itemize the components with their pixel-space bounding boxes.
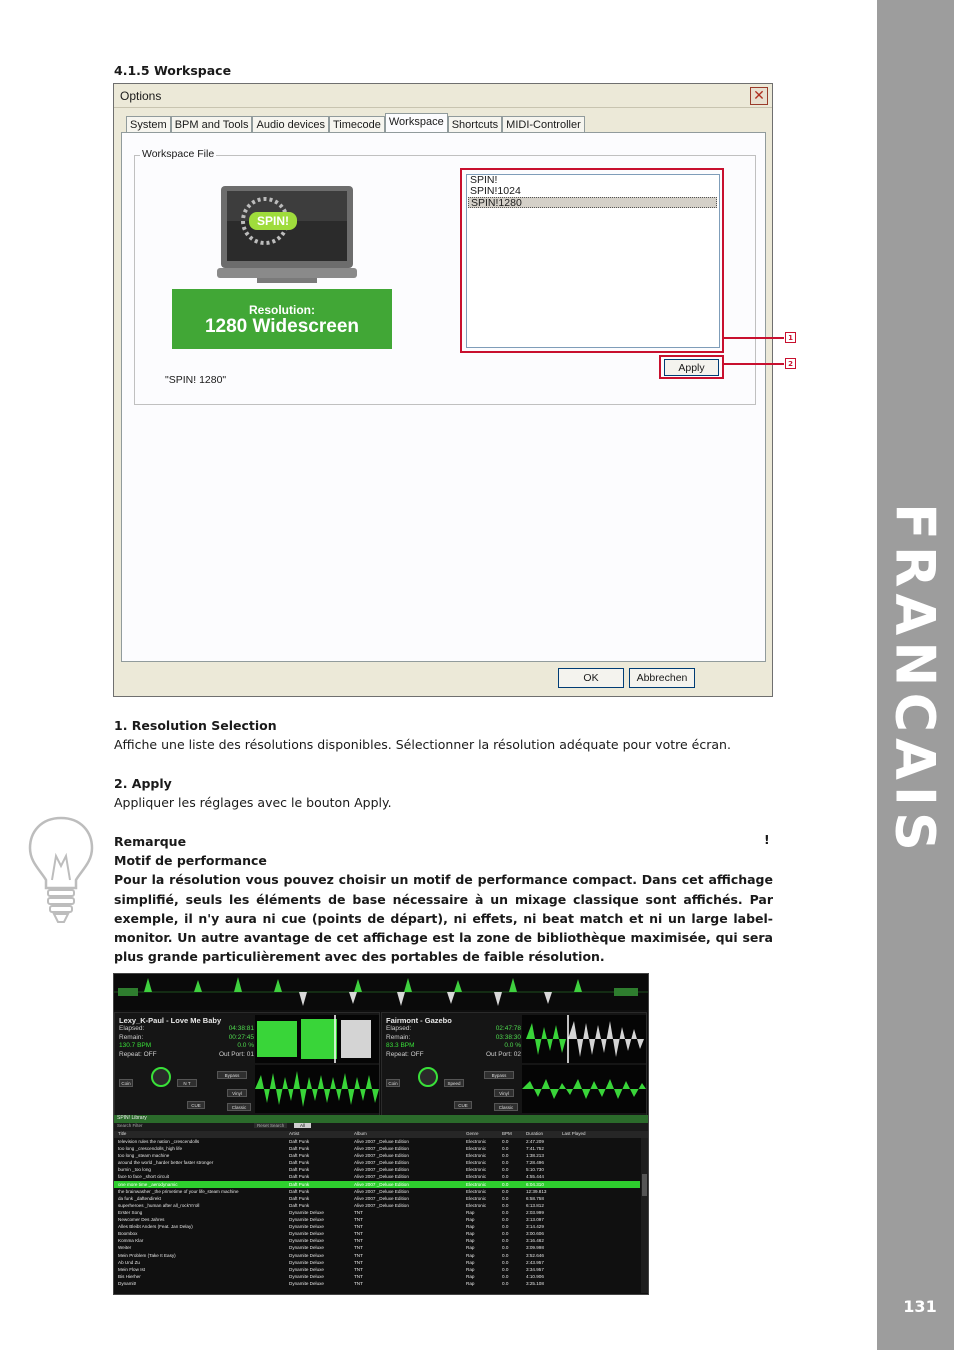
vinyl-button[interactable]: Vinyl bbox=[227, 1089, 247, 1097]
deck-1-info bbox=[119, 1025, 254, 1059]
deck-2-waveform bbox=[522, 1015, 646, 1063]
deck-2-controls bbox=[384, 1065, 520, 1115]
cue-button[interactable]: CUE bbox=[187, 1101, 205, 1109]
cell-bpm: 0.0 bbox=[502, 1202, 509, 1208]
cell-genre: Electronic bbox=[466, 1160, 487, 1166]
cell-bpm: 0.0 bbox=[502, 1160, 509, 1166]
cell-title: one more time _aerodynamic bbox=[118, 1181, 178, 1187]
bpm-value: 83.3 bbox=[386, 1042, 399, 1049]
deck-1-controls bbox=[117, 1065, 253, 1115]
cell-duration: 2:43.957 bbox=[526, 1259, 544, 1265]
cell-duration: 4:55.444 bbox=[526, 1174, 544, 1180]
cell-title: Boombox bbox=[118, 1231, 138, 1237]
cell-title: Erster Song bbox=[118, 1209, 143, 1215]
cell-genre: Rap bbox=[466, 1209, 475, 1215]
cell-album: TNT bbox=[354, 1273, 363, 1279]
elapsed-value: 02:47:78 bbox=[495, 1025, 521, 1032]
resolution-list-callout bbox=[460, 168, 724, 353]
dj-software-screenshot bbox=[113, 973, 649, 1295]
cell-duration: 3:16.462 bbox=[526, 1238, 544, 1244]
col-artist[interactable]: Artist bbox=[289, 1131, 300, 1136]
cell-album: Alive 2007 _Deluxe Edition bbox=[354, 1139, 409, 1144]
cell-title: superheroes _human after all_rock'n'roll bbox=[118, 1202, 200, 1208]
cell-album: Alive 2007 _Deluxe Edition bbox=[354, 1195, 409, 1201]
tab-bpm-and-tools[interactable]: BPM and Tools bbox=[171, 116, 253, 133]
cell-album: Alive 2007 _Deluxe Edition bbox=[354, 1202, 409, 1208]
cell-bpm: 0.0 bbox=[502, 1195, 509, 1201]
cell-album: TNT bbox=[354, 1217, 363, 1223]
tab-midi-controller[interactable]: MIDI-Controller bbox=[502, 116, 585, 133]
cell-genre: Electronic bbox=[466, 1174, 487, 1180]
cell-bpm: 0.0 bbox=[502, 1280, 509, 1286]
table-row[interactable] bbox=[114, 1188, 640, 1195]
cell-duration: 6:13.812 bbox=[526, 1202, 544, 1208]
monitor-icon bbox=[217, 184, 357, 284]
cell-album: Alive 2007 _Deluxe Edition bbox=[354, 1153, 409, 1159]
cell-bpm: 0.0 bbox=[502, 1273, 509, 1279]
cell-bpm: 0.0 bbox=[502, 1245, 509, 1251]
cell-artist: Daft Punk bbox=[289, 1181, 310, 1187]
resolution-item[interactable]: SPIN! bbox=[470, 174, 498, 186]
table-row[interactable] bbox=[114, 1266, 640, 1273]
cell-duration: 6:58.758 bbox=[526, 1195, 544, 1201]
cell-genre: Rap bbox=[466, 1273, 475, 1279]
cell-title: the brainwasher _the primetime of your life_steam machine bbox=[118, 1188, 239, 1194]
cell-title: Bis Hierher bbox=[118, 1273, 141, 1279]
resolution-banner-label: Resolution: bbox=[249, 303, 315, 317]
cell-duration: 1:38.213 bbox=[526, 1153, 544, 1159]
deck-2-zoom-waveform bbox=[522, 1065, 646, 1113]
page-number: 131 bbox=[903, 1297, 937, 1316]
elapsed-label: Elapsed: bbox=[119, 1025, 145, 1032]
library-scroll-thumb[interactable] bbox=[642, 1174, 647, 1196]
cell-duration: 6:04.310 bbox=[526, 1181, 544, 1187]
deck-1-zoom-waveform bbox=[255, 1065, 379, 1113]
language-title: FRANCAIS bbox=[883, 503, 947, 857]
cell-album: Alive 2007 _Deluxe Edition bbox=[354, 1188, 409, 1194]
repeat-status: Repeat: OFF bbox=[119, 1050, 157, 1058]
cell-artist: Dynamite Deluxe bbox=[289, 1259, 324, 1265]
cell-artist: Daft Punk bbox=[289, 1202, 310, 1208]
deck-2-info bbox=[386, 1025, 521, 1059]
bypass-button[interactable]: Bypass bbox=[217, 1071, 247, 1079]
cell-artist: Daft Punk bbox=[289, 1174, 310, 1180]
cell-genre: Rap bbox=[466, 1238, 475, 1244]
resolution-list[interactable] bbox=[466, 174, 720, 348]
repeat-status: Repeat: OFF bbox=[386, 1050, 424, 1058]
cell-bpm: 0.0 bbox=[502, 1224, 509, 1230]
dialog-titlebar bbox=[114, 84, 772, 108]
remain-label: Remain: bbox=[119, 1033, 144, 1041]
cell-album: TNT bbox=[354, 1259, 363, 1265]
heading-apply: 2. Apply bbox=[114, 776, 172, 791]
cell-album: TNT bbox=[354, 1252, 363, 1258]
note-title: Remarque bbox=[114, 834, 187, 849]
table-row[interactable] bbox=[114, 1259, 640, 1266]
cell-bpm: 0.0 bbox=[502, 1231, 509, 1237]
library-header: SPIN! Library bbox=[114, 1115, 648, 1123]
cue-button[interactable]: CUE bbox=[454, 1101, 472, 1109]
table-row-selected[interactable] bbox=[114, 1181, 640, 1188]
group-label: Workspace File bbox=[142, 148, 215, 160]
cell-artist: Dynamite Deluxe bbox=[289, 1266, 324, 1272]
section-heading: 4.1.5 Workspace bbox=[114, 63, 232, 78]
cell-album: TNT bbox=[354, 1280, 363, 1286]
library-rows bbox=[114, 1138, 640, 1287]
cell-title: face to face _short circuit bbox=[118, 1174, 170, 1180]
cell-duration: 3:13.097 bbox=[526, 1217, 544, 1223]
cell-title: around the world _harder better faster stronger bbox=[118, 1160, 214, 1166]
cell-genre: Electronic bbox=[466, 1202, 487, 1208]
cell-album: Alive 2007 _Deluxe Edition bbox=[354, 1174, 409, 1180]
tab-shortcuts[interactable]: Shortcuts bbox=[448, 116, 502, 133]
table-row[interactable] bbox=[114, 1252, 640, 1259]
overview-waveform bbox=[114, 974, 648, 1010]
cell-artist: Dynamite Deluxe bbox=[289, 1217, 324, 1223]
current-workspace-file: "SPIN! 1280" bbox=[165, 374, 227, 386]
callout-marker-1: 1 bbox=[785, 332, 796, 343]
cell-genre: Electronic bbox=[466, 1139, 487, 1144]
cell-duration: 3:09.998 bbox=[526, 1245, 544, 1251]
options-dialog bbox=[113, 83, 773, 697]
tab-workspace[interactable]: Workspace bbox=[385, 113, 448, 133]
cell-bpm: 0.0 bbox=[502, 1139, 509, 1144]
table-row[interactable] bbox=[114, 1195, 640, 1202]
elapsed-label: Elapsed: bbox=[386, 1025, 412, 1032]
close-icon: ✕ bbox=[753, 88, 765, 104]
note-block bbox=[114, 832, 773, 966]
table-row[interactable] bbox=[114, 1273, 640, 1280]
cell-title: Mein Flow Ist bbox=[118, 1266, 146, 1272]
deck-2 bbox=[381, 1012, 647, 1116]
table-row[interactable] bbox=[114, 1223, 640, 1230]
paragraph-apply: Appliquer les réglages avec le bouton Apply. bbox=[114, 795, 392, 810]
speed-button[interactable]: Speed bbox=[444, 1079, 464, 1087]
cell-genre: Rap bbox=[466, 1252, 475, 1258]
cell-bpm: 0.0 bbox=[502, 1146, 509, 1152]
tab-bar bbox=[126, 115, 585, 133]
workspace-file-group bbox=[134, 148, 756, 405]
table-row[interactable] bbox=[114, 1244, 640, 1251]
deck-1 bbox=[114, 1012, 380, 1116]
table-row[interactable] bbox=[114, 1280, 640, 1287]
cell-artist: Dynamite Deluxe bbox=[289, 1238, 324, 1244]
cell-album: TNT bbox=[354, 1231, 363, 1237]
callout-line-1 bbox=[722, 337, 784, 339]
elapsed-value: 04:38:81 bbox=[228, 1025, 254, 1032]
table-row[interactable] bbox=[114, 1209, 640, 1216]
table-row[interactable] bbox=[114, 1216, 640, 1223]
bpm-unit: BPM bbox=[137, 1042, 152, 1049]
cell-genre: Rap bbox=[466, 1231, 475, 1237]
cell-duration: 3:52.646 bbox=[526, 1252, 544, 1258]
library-scrollbar[interactable] bbox=[641, 1138, 648, 1293]
cell-genre: Electronic bbox=[466, 1195, 487, 1201]
cell-genre: Rap bbox=[466, 1259, 475, 1265]
cell-genre: Electronic bbox=[466, 1181, 487, 1187]
cell-title: Ab Und Zu bbox=[118, 1259, 140, 1265]
table-row[interactable] bbox=[114, 1237, 640, 1244]
coin-label: Coin bbox=[386, 1079, 400, 1087]
cell-duration: 5:10.730 bbox=[526, 1167, 544, 1173]
cell-bpm: 0.0 bbox=[502, 1252, 509, 1258]
cell-title: too long _steam machine bbox=[118, 1153, 170, 1159]
table-row[interactable] bbox=[114, 1230, 640, 1237]
cell-bpm: 0.0 bbox=[502, 1167, 509, 1173]
table-row[interactable] bbox=[114, 1145, 640, 1152]
cell-artist: Dynamite Deluxe bbox=[289, 1224, 324, 1230]
callout-line-2 bbox=[722, 363, 784, 365]
cell-duration: 4:10.906 bbox=[526, 1273, 544, 1279]
table-row[interactable] bbox=[114, 1202, 640, 1209]
out-port: Out Port: 01 bbox=[218, 1050, 254, 1058]
library-columns bbox=[114, 1131, 648, 1138]
col-album[interactable]: Album bbox=[354, 1131, 367, 1136]
cell-album: Alive 2007 _Deluxe Edition bbox=[354, 1146, 409, 1152]
apply-callout bbox=[659, 355, 724, 379]
bypass-button[interactable]: Bypass bbox=[484, 1071, 514, 1079]
remain-value: 00:27:45 bbox=[228, 1033, 254, 1041]
cell-bpm: 0.0 bbox=[502, 1153, 509, 1159]
pitch-knob[interactable] bbox=[418, 1067, 438, 1087]
cell-artist: Daft Punk bbox=[289, 1167, 310, 1173]
paragraph-resolution-selection: Affiche une liste des résolutions disponibles. Sélectionner la résolution adéquate pour votre écran. bbox=[114, 737, 731, 752]
search-filter-label: Search Filter bbox=[117, 1123, 143, 1128]
cell-artist: Dynamite Deluxe bbox=[289, 1280, 324, 1286]
table-row[interactable] bbox=[114, 1159, 640, 1166]
cell-artist: Dynamite Deluxe bbox=[289, 1231, 324, 1237]
cell-genre: Electronic bbox=[466, 1146, 487, 1152]
cell-title: Komma Klar bbox=[118, 1238, 144, 1244]
col-bpm[interactable]: BPM bbox=[502, 1131, 512, 1136]
cell-bpm: 0.0 bbox=[502, 1259, 509, 1265]
cell-artist: Dynamite Deluxe bbox=[289, 1252, 324, 1258]
table-row[interactable] bbox=[114, 1166, 640, 1173]
dialog-title: Options bbox=[120, 89, 162, 103]
cell-artist: Daft Punk bbox=[289, 1139, 310, 1144]
pitch-knob[interactable] bbox=[151, 1067, 171, 1087]
cell-duration: 2:03.999 bbox=[526, 1209, 544, 1215]
cell-artist: Dynamite Deluxe bbox=[289, 1209, 324, 1215]
cell-duration: 7:41.752 bbox=[526, 1146, 544, 1152]
deck-1-waveform bbox=[255, 1015, 379, 1063]
remain-value: 03:38:30 bbox=[495, 1033, 521, 1041]
callout-marker-2: 2 bbox=[785, 358, 796, 369]
reset-search-button[interactable]: Reset Search bbox=[254, 1123, 287, 1128]
ok-button[interactable]: OK bbox=[558, 668, 624, 688]
col-title[interactable]: Title bbox=[118, 1131, 127, 1136]
out-port: Out Port: 02 bbox=[485, 1050, 521, 1058]
cell-title: burnin _too long bbox=[118, 1167, 151, 1173]
cell-duration: 7:28.496 bbox=[526, 1160, 544, 1166]
tab-audio-devices[interactable]: Audio devices bbox=[252, 116, 329, 133]
cell-artist: Dynamite Deluxe bbox=[289, 1273, 324, 1279]
cell-bpm: 0.0 bbox=[502, 1174, 509, 1180]
apply-button[interactable]: Apply bbox=[664, 359, 719, 376]
cell-genre: Rap bbox=[466, 1266, 475, 1272]
resolution-item[interactable]: SPIN!1024 bbox=[470, 185, 521, 197]
bpm-unit: BPM bbox=[400, 1042, 415, 1049]
cell-title: da funk _daftendirekt bbox=[118, 1195, 161, 1201]
cell-genre: Rap bbox=[466, 1217, 475, 1223]
table-row[interactable] bbox=[114, 1138, 640, 1145]
cell-title: Alles Bleibt Anders (Feat. Jan Delay) bbox=[118, 1224, 193, 1230]
cell-title: television rules the nation _crescendolls bbox=[118, 1139, 200, 1144]
all-filter-button[interactable]: All bbox=[294, 1123, 311, 1128]
note-exclamation: ! bbox=[764, 832, 770, 847]
cell-title: Weiter bbox=[118, 1245, 132, 1251]
cell-album: TNT bbox=[354, 1266, 363, 1272]
col-genre[interactable]: Genre bbox=[466, 1131, 479, 1136]
cell-bpm: 0.0 bbox=[502, 1181, 509, 1187]
classic-button[interactable]: Classic bbox=[494, 1103, 518, 1111]
cell-artist: Daft Punk bbox=[289, 1146, 310, 1152]
remain-label: Remain: bbox=[386, 1033, 411, 1041]
cell-bpm: 0.0 bbox=[502, 1217, 509, 1223]
bpm-value: 130.7 bbox=[119, 1042, 136, 1049]
heading-resolution-selection: 1. Resolution Selection bbox=[114, 718, 277, 733]
cell-artist: Daft Punk bbox=[289, 1188, 310, 1194]
cell-album: TNT bbox=[354, 1209, 363, 1215]
col-duration[interactable]: Duration bbox=[526, 1131, 544, 1136]
cell-duration: 3:25.108 bbox=[526, 1280, 544, 1286]
cell-artist: Daft Punk bbox=[289, 1195, 310, 1201]
resolution-banner bbox=[172, 289, 392, 349]
cell-genre: Electronic bbox=[466, 1188, 487, 1194]
close-button[interactable] bbox=[750, 87, 768, 105]
cell-genre: Rap bbox=[466, 1280, 475, 1286]
library-search-bar bbox=[114, 1123, 648, 1131]
deck-1-title: Lexy_K-Paul - Love Me Baby bbox=[119, 1016, 222, 1025]
note-body: Pour la résolution vous pouvez choisir un motif de performance compact. Dans cet affichage simplifié, seuls les éléments de base nécessaire à un mixage classique sont affichés. Par exemple, il n'y aura ni cue (points de départ), ni effets, ni beat match et ni un large label-monitor. Un autre avantage de cet affichage est la zone de bibliothèque maximisée, qui sera plus grande particulièrement avec des portables de faible résolution. bbox=[114, 872, 773, 965]
cell-duration: 2:47.209 bbox=[526, 1139, 544, 1144]
cell-title: too long _crescendolls_high life bbox=[118, 1146, 183, 1152]
vinyl-button[interactable]: Vinyl bbox=[494, 1089, 514, 1097]
pitch-value: 0.0 % bbox=[237, 1042, 254, 1049]
cell-duration: 3:14.429 bbox=[526, 1224, 544, 1230]
cell-album: Alive 2007 _Deluxe Edition bbox=[354, 1167, 409, 1173]
col-last-played[interactable]: Last Played bbox=[562, 1131, 586, 1136]
cell-genre: Rap bbox=[466, 1224, 475, 1230]
cell-artist: Dynamite Deluxe bbox=[289, 1245, 324, 1251]
cell-genre: Rap bbox=[466, 1245, 475, 1251]
library-panel bbox=[114, 1115, 648, 1295]
cell-album: TNT bbox=[354, 1245, 363, 1251]
cell-title: Newcomer Des Jahres bbox=[118, 1217, 165, 1223]
resolution-banner-value: 1280 Widescreen bbox=[204, 316, 360, 337]
cell-bpm: 0.0 bbox=[502, 1266, 509, 1272]
cell-bpm: 0.0 bbox=[502, 1238, 509, 1244]
cell-genre: Electronic bbox=[466, 1167, 487, 1173]
cell-artist: Daft Punk bbox=[289, 1153, 310, 1159]
cell-bpm: 0.0 bbox=[502, 1188, 509, 1194]
nt-button[interactable]: N T bbox=[177, 1079, 197, 1087]
resolution-item-selected[interactable]: SPIN!1280 bbox=[468, 197, 717, 208]
coin-label: Coin bbox=[119, 1079, 133, 1087]
cell-title: Mein Problem (Take It Easy) bbox=[118, 1252, 176, 1258]
cell-artist: Daft Punk bbox=[289, 1160, 310, 1166]
cell-bpm: 0.0 bbox=[502, 1209, 509, 1215]
note-subtitle: Motif de performance bbox=[114, 853, 267, 869]
pitch-value: 0.0 % bbox=[504, 1042, 521, 1049]
svg-text:SPIN!: SPIN! bbox=[256, 214, 290, 228]
cell-album: Alive 2007 _Deluxe Edition bbox=[354, 1181, 409, 1187]
cell-album: TNT bbox=[354, 1224, 363, 1230]
lightbulb-icon bbox=[26, 816, 96, 924]
cell-duration: 12:39.813 bbox=[526, 1188, 547, 1194]
cell-title: Dynamit! bbox=[118, 1280, 137, 1286]
cancel-button[interactable]: Abbrechen bbox=[629, 668, 695, 688]
classic-button[interactable]: Classic bbox=[227, 1103, 251, 1111]
cell-duration: 3:34.957 bbox=[526, 1266, 544, 1272]
cell-genre: Electronic bbox=[466, 1153, 487, 1159]
cell-duration: 3:00.606 bbox=[526, 1231, 544, 1237]
workspace-panel bbox=[121, 132, 766, 662]
deck-2-title: Fairmont - Gazebo bbox=[386, 1016, 452, 1025]
tab-system[interactable]: System bbox=[126, 116, 171, 133]
cell-album: Alive 2007 _Deluxe Edition bbox=[354, 1160, 409, 1166]
table-row[interactable] bbox=[114, 1173, 640, 1180]
tab-timecode[interactable]: Timecode bbox=[329, 116, 385, 133]
table-row[interactable] bbox=[114, 1152, 640, 1159]
cell-album: TNT bbox=[354, 1238, 363, 1244]
